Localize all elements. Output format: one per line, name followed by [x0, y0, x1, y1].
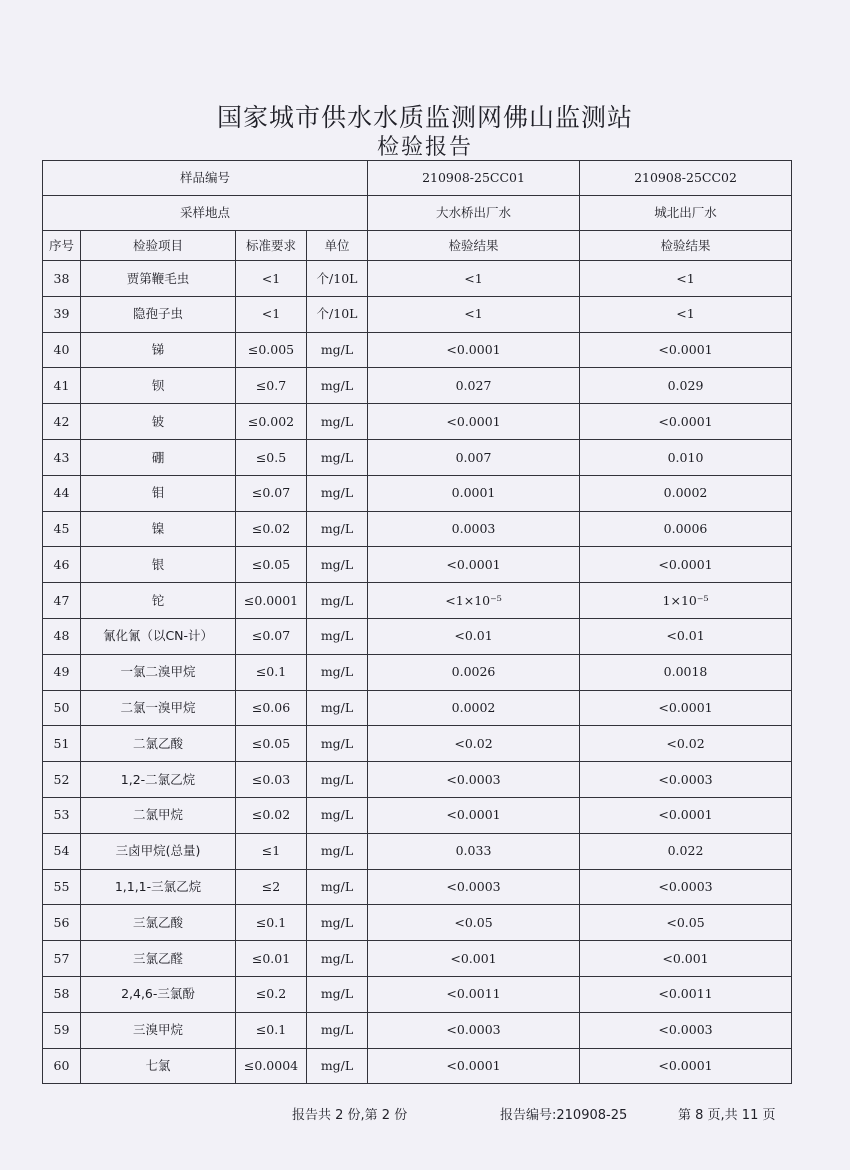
cell-item: 二氯一溴甲烷 [81, 690, 236, 726]
table-row [43, 404, 792, 440]
cell-result-1: <0.02 [368, 726, 580, 762]
sample-number-row [43, 161, 792, 196]
cell-result-2: <0.0003 [580, 1012, 792, 1048]
cell-unit: mg/L [307, 475, 368, 511]
cell-seq: 39 [43, 296, 81, 332]
table-row [43, 690, 792, 726]
cell-result-2: 0.0006 [580, 511, 792, 547]
table-row [43, 261, 792, 297]
cell-item: 硼 [81, 439, 236, 475]
cell-result-1: <0.0001 [368, 1048, 580, 1084]
cell-standard: ≤0.1 [236, 1012, 307, 1048]
cell-unit: 个/10L [307, 261, 368, 297]
cell-result-2: <0.02 [580, 726, 792, 762]
cell-seq: 46 [43, 547, 81, 583]
cell-result-1: 0.0002 [368, 690, 580, 726]
cell-standard: ≤0.06 [236, 690, 307, 726]
cell-seq: 41 [43, 368, 81, 404]
table-row [43, 976, 792, 1012]
cell-unit: mg/L [307, 797, 368, 833]
cell-seq: 38 [43, 261, 81, 297]
cell-standard: ≤0.03 [236, 762, 307, 798]
cell-item: 三溴甲烷 [81, 1012, 236, 1048]
cell-result-1: <0.0003 [368, 762, 580, 798]
cell-item: 隐孢子虫 [81, 296, 236, 332]
cell-result-1: <1 [368, 296, 580, 332]
cell-unit: mg/L [307, 332, 368, 368]
cell-seq: 40 [43, 332, 81, 368]
cell-result-2: <0.001 [580, 941, 792, 977]
cell-unit: mg/L [307, 1048, 368, 1084]
cell-result-2: <0.0003 [580, 869, 792, 905]
cell-seq: 53 [43, 797, 81, 833]
cell-item: 贾第鞭毛虫 [81, 261, 236, 297]
cell-result-2: <0.01 [580, 618, 792, 654]
table-row [43, 1048, 792, 1084]
cell-standard: ≤0.05 [236, 726, 307, 762]
cell-result-2: 0.0002 [580, 475, 792, 511]
cell-result-2: 0.022 [580, 833, 792, 869]
cell-result-2: <0.0011 [580, 976, 792, 1012]
cell-unit: mg/L [307, 690, 368, 726]
cell-standard: ≤0.2 [236, 976, 307, 1012]
cell-result-1: 0.0026 [368, 654, 580, 690]
cell-standard: ≤0.07 [236, 475, 307, 511]
table-row [43, 368, 792, 404]
table-row [43, 833, 792, 869]
cell-standard: ≤0.5 [236, 439, 307, 475]
cell-unit: mg/L [307, 905, 368, 941]
report-subtitle: 检验报告 [376, 135, 473, 160]
table-row [43, 654, 792, 690]
cell-seq: 49 [43, 654, 81, 690]
col-header-result-2: 检验结果 [580, 231, 792, 261]
cell-unit: mg/L [307, 976, 368, 1012]
col-header-standard: 标准要求 [236, 231, 307, 261]
cell-unit: mg/L [307, 618, 368, 654]
cell-result-2: <0.0001 [580, 690, 792, 726]
cell-result-2: <0.05 [580, 905, 792, 941]
cell-unit: mg/L [307, 404, 368, 440]
cell-result-1: <0.0001 [368, 547, 580, 583]
cell-result-1: <0.05 [368, 905, 580, 941]
cell-seq: 59 [43, 1012, 81, 1048]
cell-standard: ≤0.02 [236, 511, 307, 547]
cell-result-2: <0.0001 [580, 547, 792, 583]
cell-seq: 47 [43, 583, 81, 619]
cell-item: 铊 [81, 583, 236, 619]
cell-item: 七氯 [81, 1048, 236, 1084]
sampling-location-2: 城北出厂水 [580, 196, 792, 231]
cell-unit: mg/L [307, 368, 368, 404]
table-row [43, 797, 792, 833]
cell-item: 三氯乙酸 [81, 905, 236, 941]
cell-item: 二氯甲烷 [81, 797, 236, 833]
cell-item: 氰化氰（以CN-计） [81, 618, 236, 654]
cell-unit: 个/10L [307, 296, 368, 332]
cell-seq: 51 [43, 726, 81, 762]
cell-seq: 60 [43, 1048, 81, 1084]
cell-unit: mg/L [307, 726, 368, 762]
cell-result-1: <0.0003 [368, 869, 580, 905]
cell-result-1: 0.0001 [368, 475, 580, 511]
cell-seq: 58 [43, 976, 81, 1012]
cell-unit: mg/L [307, 941, 368, 977]
cell-unit: mg/L [307, 833, 368, 869]
cell-standard: ≤0.01 [236, 941, 307, 977]
col-header-item: 检验项目 [81, 231, 236, 261]
cell-item: 二氯乙酸 [81, 726, 236, 762]
table-row [43, 296, 792, 332]
cell-seq: 43 [43, 439, 81, 475]
cell-unit: mg/L [307, 1012, 368, 1048]
report-title: 国家城市供水水质监测网佛山监测站 [216, 103, 633, 132]
cell-seq: 55 [43, 869, 81, 905]
cell-standard: ≤0.1 [236, 654, 307, 690]
cell-result-1: <0.001 [368, 941, 580, 977]
table-row [43, 475, 792, 511]
cell-standard: ≤0.02 [236, 797, 307, 833]
sample-number-label: 样品编号 [43, 161, 368, 196]
cell-item: 一氯二溴甲烷 [81, 654, 236, 690]
cell-standard: ≤2 [236, 869, 307, 905]
cell-unit: mg/L [307, 547, 368, 583]
sampling-location-row [43, 196, 792, 231]
cell-result-2: <0.0001 [580, 332, 792, 368]
cell-result-1: 0.027 [368, 368, 580, 404]
cell-item: 银 [81, 547, 236, 583]
cell-standard: <1 [236, 261, 307, 297]
cell-result-2: 0.0018 [580, 654, 792, 690]
cell-unit: mg/L [307, 439, 368, 475]
cell-seq: 54 [43, 833, 81, 869]
cell-unit: mg/L [307, 511, 368, 547]
table-row [43, 511, 792, 547]
cell-result-2: <0.0001 [580, 404, 792, 440]
cell-unit: mg/L [307, 762, 368, 798]
cell-result-1: 0.0003 [368, 511, 580, 547]
cell-seq: 50 [43, 690, 81, 726]
cell-standard: ≤0.05 [236, 547, 307, 583]
table-row [43, 762, 792, 798]
cell-item: 1,2-二氯乙烷 [81, 762, 236, 798]
cell-seq: 52 [43, 762, 81, 798]
cell-result-2: <1 [580, 296, 792, 332]
cell-result-2: <1 [580, 261, 792, 297]
table-row [43, 726, 792, 762]
cell-item: 1,1,1-三氯乙烷 [81, 869, 236, 905]
cell-result-1: <0.0001 [368, 797, 580, 833]
footer-page-number: 第 8 页,共 11 页 [678, 1108, 776, 1123]
cell-result-2: <0.0001 [580, 1048, 792, 1084]
cell-seq: 45 [43, 511, 81, 547]
table-row [43, 941, 792, 977]
cell-standard: ≤0.1 [236, 905, 307, 941]
cell-seq: 56 [43, 905, 81, 941]
sample-number-1: 210908-25CC01 [368, 161, 580, 196]
cell-item: 三氯乙醛 [81, 941, 236, 977]
cell-item: 锑 [81, 332, 236, 368]
cell-result-2: 0.029 [580, 368, 792, 404]
cell-result-1: <0.0001 [368, 404, 580, 440]
cell-result-1: 0.033 [368, 833, 580, 869]
cell-standard: ≤0.07 [236, 618, 307, 654]
col-header-unit: 单位 [307, 231, 368, 261]
cell-result-2: <0.0003 [580, 762, 792, 798]
cell-result-2: 1×10⁻⁵ [580, 583, 792, 619]
column-header-row [43, 231, 792, 261]
table-row [43, 547, 792, 583]
table-row [43, 905, 792, 941]
cell-unit: mg/L [307, 869, 368, 905]
cell-standard: ≤0.0001 [236, 583, 307, 619]
cell-item: 钼 [81, 475, 236, 511]
cell-standard: ≤0.0004 [236, 1048, 307, 1084]
cell-result-1: <1×10⁻⁵ [368, 583, 580, 619]
table-row [43, 332, 792, 368]
cell-standard: ≤0.002 [236, 404, 307, 440]
results-table [42, 160, 792, 1084]
table-row [43, 618, 792, 654]
cell-seq: 42 [43, 404, 81, 440]
cell-result-2: 0.010 [580, 439, 792, 475]
cell-standard: ≤0.005 [236, 332, 307, 368]
cell-seq: 57 [43, 941, 81, 977]
cell-result-1: <0.0011 [368, 976, 580, 1012]
footer-report-number: 报告编号:210908-25 [500, 1108, 628, 1123]
cell-item: 三卤甲烷(总量) [81, 833, 236, 869]
cell-result-1: <0.0001 [368, 332, 580, 368]
footer-copies: 报告共 2 份,第 2 份 [292, 1108, 408, 1123]
table-row [43, 439, 792, 475]
table-row [43, 583, 792, 619]
cell-item: 钡 [81, 368, 236, 404]
sampling-location-label: 采样地点 [43, 196, 368, 231]
cell-item: 铍 [81, 404, 236, 440]
sampling-location-1: 大水桥出厂水 [368, 196, 580, 231]
cell-standard: ≤0.7 [236, 368, 307, 404]
col-header-seq: 序号 [43, 231, 81, 261]
cell-result-2: <0.0001 [580, 797, 792, 833]
table-row [43, 869, 792, 905]
cell-item: 镍 [81, 511, 236, 547]
cell-item: 2,4,6-三氯酚 [81, 976, 236, 1012]
cell-result-1: <0.0003 [368, 1012, 580, 1048]
cell-seq: 48 [43, 618, 81, 654]
col-header-result-1: 检验结果 [368, 231, 580, 261]
cell-standard: ≤1 [236, 833, 307, 869]
cell-unit: mg/L [307, 654, 368, 690]
sample-number-2: 210908-25CC02 [580, 161, 792, 196]
cell-seq: 44 [43, 475, 81, 511]
cell-unit: mg/L [307, 583, 368, 619]
cell-result-1: 0.007 [368, 439, 580, 475]
cell-result-1: <0.01 [368, 618, 580, 654]
cell-standard: <1 [236, 296, 307, 332]
table-row [43, 1012, 792, 1048]
cell-result-1: <1 [368, 261, 580, 297]
